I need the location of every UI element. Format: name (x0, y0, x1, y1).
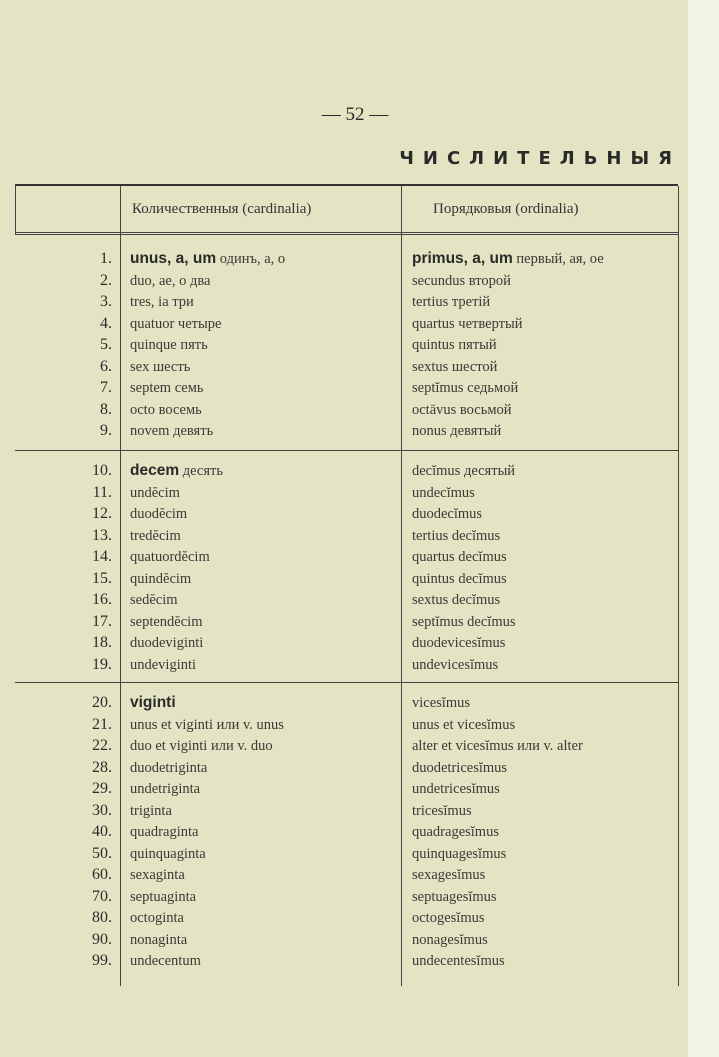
cardinal-text: duo, ae, o два (130, 272, 211, 289)
cardinal-text: duodĕcim (130, 506, 188, 522)
cardinal-bold: unus, a, um (130, 250, 217, 267)
cardinal-cell (130, 929, 187, 952)
table-row (15, 886, 678, 908)
cardinal-bold: viginti (130, 694, 176, 711)
cardinal-cell (130, 821, 198, 844)
table-row (15, 757, 678, 779)
ordinal-cell (412, 843, 506, 866)
cardinal-text: octoginta (130, 910, 184, 926)
row-number: 4. (100, 314, 112, 332)
ordinal-cell (412, 334, 497, 357)
row-number: 90. (92, 930, 112, 948)
header-ordinal: Порядковыя (ordinalia) (433, 201, 579, 217)
cardinal-cell (130, 714, 284, 737)
ordinal-text: undecentesĭmus (412, 953, 505, 969)
ordinal-cell (412, 377, 518, 400)
row-number: 6. (100, 357, 112, 375)
cardinal-cell (130, 886, 196, 909)
ordinal-cell (412, 356, 497, 379)
cardinal-text: sedĕcim (130, 592, 178, 608)
ordinal-cell (412, 886, 497, 909)
table-right-border (678, 186, 679, 986)
cardinal-text: sex шесть (130, 358, 191, 375)
table-row (15, 692, 678, 714)
ordinal-text: первый, ая, ое (512, 251, 604, 267)
row-number: 2. (100, 271, 112, 289)
cardinal-text: nonaginta (130, 931, 188, 948)
cardinal-cell (130, 356, 190, 379)
table-row (15, 778, 678, 800)
row-number: 14. (92, 548, 112, 565)
section-1-9 (15, 248, 678, 442)
ordinal-cell (412, 950, 505, 973)
ordinal-text: quinquagesĭmus (412, 845, 507, 862)
cardinal-text: undĕcim (130, 484, 180, 501)
table-row (15, 356, 678, 378)
ordinal-cell (412, 632, 505, 655)
ordinal-cell (412, 821, 499, 844)
cardinal-text: tredĕcim (130, 527, 181, 544)
ordinal-text: secundus второй (412, 272, 511, 289)
cardinal-text: tres, ia три (130, 294, 194, 310)
table-row (15, 654, 678, 676)
cardinal-text: quindĕcim (130, 570, 192, 587)
ordinal-cell (412, 692, 470, 715)
numerals-table (15, 184, 678, 986)
ordinal-text: duodetricesĭmus (412, 759, 508, 776)
ordinal-bold: primus, a, um (412, 250, 513, 267)
row-number: 8. (100, 400, 112, 418)
cardinal-cell (130, 843, 206, 866)
cardinal-cell (130, 864, 185, 887)
row-number: 19. (92, 655, 112, 673)
ordinal-cell (412, 929, 488, 952)
table-row (15, 735, 678, 757)
row-number: 17. (92, 612, 112, 630)
table-row (15, 800, 678, 822)
ordinal-cell (412, 503, 482, 526)
table-row (15, 313, 678, 335)
cardinal-cell (130, 757, 207, 780)
ordinal-text: decĭmus десятый (412, 463, 516, 479)
cardinal-cell (130, 692, 176, 715)
cardinal-cell (130, 420, 213, 443)
cardinal-cell (130, 735, 273, 758)
ordinal-cell (412, 460, 515, 483)
row-number: 5. (100, 336, 112, 353)
row-number: 22. (92, 737, 112, 754)
ordinal-text: tricesĭmus (412, 802, 472, 819)
table-row (15, 821, 678, 843)
table-row (15, 399, 678, 421)
ordinal-cell (412, 735, 583, 758)
ordinal-text: tertius decĭmus (412, 527, 501, 544)
ordinal-text: sexagesĭmus (412, 867, 486, 883)
ordinal-cell (412, 611, 516, 634)
header-cardinal: Количественныя (cardinalia) (132, 201, 312, 217)
ordinal-cell (412, 248, 604, 271)
cardinal-cell (130, 950, 201, 973)
ordinal-cell (412, 654, 498, 677)
cardinal-cell (130, 546, 210, 569)
row-number: 40. (92, 823, 112, 840)
cardinal-text: septendĕcim (130, 613, 203, 630)
cardinal-text: quatuor четыре (130, 315, 222, 332)
cardinal-text: десять (179, 463, 223, 479)
ordinal-text: quintus decĭmus (412, 570, 507, 587)
table-row (15, 714, 678, 736)
section-20-99 (15, 682, 678, 972)
cardinal-cell (130, 313, 221, 336)
page-edge (688, 0, 719, 1057)
ordinal-text: nonagesĭmus (412, 931, 488, 948)
table-row (15, 950, 678, 972)
cardinal-text: duodetriginta (130, 759, 208, 776)
table-row (15, 864, 678, 886)
cardinal-cell (130, 525, 181, 548)
ordinal-text: quartus decĭmus (412, 549, 507, 565)
row-number: 3. (100, 293, 112, 310)
table-row (15, 611, 678, 633)
ordinal-cell (412, 313, 522, 336)
cardinal-cell (130, 632, 203, 655)
page-title: ЧИСЛИТЕЛЬНЫЯ (399, 148, 681, 169)
cardinal-cell (130, 568, 191, 591)
row-number: 29. (92, 780, 112, 797)
cardinal-cell (130, 482, 180, 505)
row-number: 13. (92, 526, 112, 544)
row-number: 9. (100, 422, 112, 439)
ordinal-text: octogesĭmus (412, 910, 485, 926)
cardinal-text: duo et viginti или v. duo (130, 738, 273, 754)
ordinal-text: undevicesĭmus (412, 656, 499, 673)
row-number: 15. (92, 569, 112, 587)
ordinal-text: vicesĭmus (412, 695, 470, 711)
table-row (15, 420, 678, 442)
ordinal-text: duodevicesĭmus (412, 635, 506, 651)
ordinal-cell (412, 420, 501, 443)
cardinal-cell (130, 377, 204, 400)
ordinal-text: septĭmus decĭmus (412, 613, 516, 630)
row-number: 16. (92, 591, 112, 608)
ordinal-cell (412, 482, 475, 505)
row-number: 1. (100, 250, 112, 267)
row-number: 20. (92, 694, 112, 711)
table-row (15, 248, 678, 270)
table-row (15, 589, 678, 611)
table-row (15, 525, 678, 547)
ordinal-cell (412, 291, 490, 314)
ordinal-cell (412, 399, 512, 422)
table-header (15, 186, 678, 235)
ordinal-cell (412, 270, 511, 293)
cardinal-cell (130, 270, 210, 293)
cardinal-text: triginta (130, 802, 172, 819)
ordinal-cell (412, 757, 507, 780)
cardinal-text: unus et viginti или v. unus (130, 716, 284, 733)
cardinal-text: octo восемь (130, 401, 202, 418)
section-10-19 (15, 450, 678, 675)
cardinal-text: duodeviginti (130, 635, 204, 651)
cardinal-bold: decem (130, 462, 180, 479)
row-number: 60. (92, 866, 112, 883)
ordinal-text: septuagesĭmus (412, 888, 497, 905)
ordinal-cell (412, 800, 472, 823)
table-row (15, 907, 678, 929)
cardinal-cell (130, 334, 208, 357)
table-row (15, 929, 678, 951)
table-row (15, 270, 678, 292)
cardinal-cell (130, 907, 184, 930)
cardinal-cell (130, 460, 223, 483)
ordinal-cell (412, 546, 507, 569)
ordinal-text: octāvus восьмой (412, 401, 512, 418)
ordinal-text: sextus шестой (412, 358, 498, 375)
cardinal-text: quinque пять (130, 337, 208, 353)
ordinal-text: undecĭmus (412, 484, 475, 501)
table-row (15, 482, 678, 504)
ordinal-cell (412, 778, 500, 801)
table-row (15, 377, 678, 399)
cardinal-cell (130, 611, 202, 634)
cardinal-text: undeviginti (130, 656, 197, 673)
ordinal-text: quartus четвертый (412, 315, 523, 332)
ordinal-text: quadragesĭmus (412, 824, 499, 840)
cardinal-text: одинъ, а, о (216, 251, 286, 267)
cardinal-cell (130, 399, 202, 422)
cardinal-text: septuaginta (130, 888, 197, 905)
cardinal-cell (130, 291, 194, 314)
cardinal-text: quatuordĕcim (130, 549, 210, 565)
ordinal-text: septĭmus седьмой (412, 380, 519, 396)
cardinal-text: septem семь (130, 380, 204, 396)
row-number: 50. (92, 844, 112, 862)
cardinal-cell (130, 800, 172, 823)
cardinal-cell (130, 654, 196, 677)
table-row (15, 546, 678, 568)
table-row (15, 568, 678, 590)
row-number: 99. (92, 952, 112, 969)
cardinal-cell (130, 589, 178, 612)
page-number: — 52 — (321, 104, 389, 125)
table-row (15, 291, 678, 313)
ordinal-cell (412, 568, 507, 591)
row-number: 21. (92, 715, 112, 733)
ordinal-text: nonus девятый (412, 423, 502, 439)
ordinal-cell (412, 525, 500, 548)
ordinal-text: undetricesĭmus (412, 781, 500, 797)
cardinal-text: sexaginta (130, 867, 185, 883)
ordinal-cell (412, 907, 485, 930)
ordinal-text: sextus decĭmus (412, 592, 501, 608)
ordinal-cell (412, 714, 515, 737)
table-row (15, 460, 678, 482)
cardinal-text: quinquaginta (130, 845, 206, 862)
cardinal-text: undecentum (130, 953, 201, 969)
cardinal-text: quadraginta (130, 824, 199, 840)
table-row (15, 843, 678, 865)
cardinal-cell (130, 778, 200, 801)
ordinal-cell (412, 589, 500, 612)
cardinal-text: undetriginta (130, 781, 201, 797)
ordinal-cell (412, 864, 485, 887)
row-number: 18. (92, 634, 112, 651)
row-number: 70. (92, 887, 112, 905)
row-number: 80. (92, 909, 112, 926)
table-row (15, 334, 678, 356)
row-number: 7. (100, 379, 112, 396)
row-number: 28. (92, 758, 112, 776)
ordinal-text: tertius третій (412, 294, 491, 310)
cardinal-cell (130, 503, 187, 526)
ordinal-text: duodecĭmus (412, 506, 483, 522)
table-row (15, 503, 678, 525)
ordinal-text: alter et vicesĭmus или v. alter (412, 738, 583, 754)
table-row (15, 632, 678, 654)
cardinal-text: novem девять (130, 423, 214, 439)
row-number: 30. (92, 801, 112, 819)
row-number: 10. (92, 462, 112, 479)
ordinal-text: unus et vicesĭmus (412, 716, 516, 733)
ordinal-text: quintus пятый (412, 337, 497, 353)
row-number: 11. (92, 483, 112, 501)
row-number: 12. (92, 505, 112, 522)
cardinal-cell (130, 248, 285, 271)
